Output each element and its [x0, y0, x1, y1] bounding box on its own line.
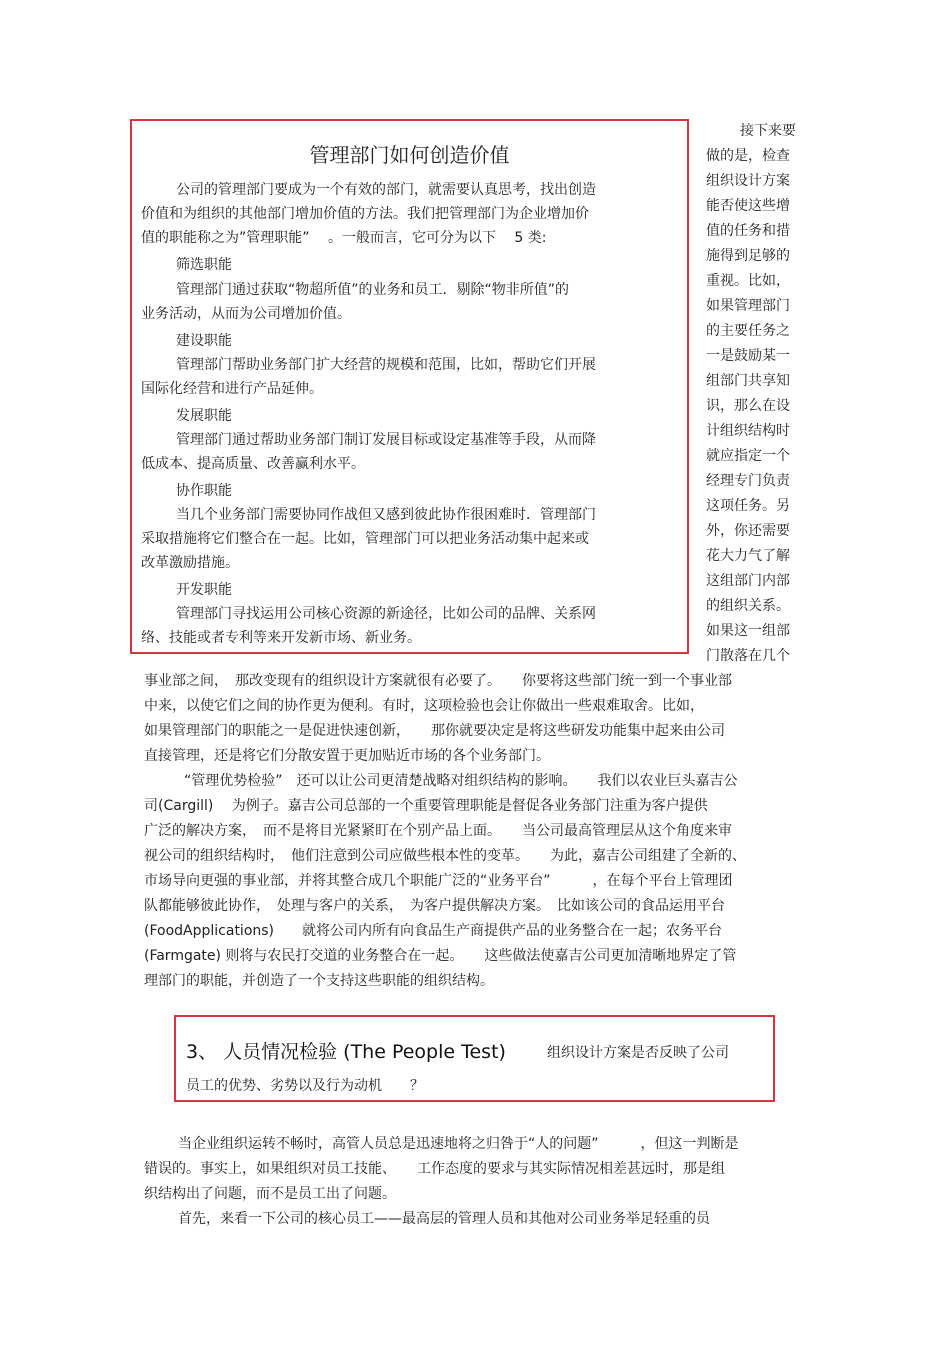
box-text-line: 管理部门帮助业务部门扩大经营的规模和范围，比如，帮助它们开展 — [176, 357, 596, 373]
body-text-line: 直接管理，还是将它们分散安置于更加贴近市场的各个业务部门。 — [144, 748, 550, 764]
side-text-line: 的主要任务之 — [706, 323, 790, 339]
side-text-line: 组部门共享知 — [706, 373, 790, 389]
box-text-line: 当几个业务部门需要协同作战但又感到彼此协作很困难时．管理部门 — [176, 507, 596, 523]
box-text-line: 公司的管理部门要成为一个有效的部门，就需要认真思考，找出创造 — [176, 182, 596, 198]
side-text-line: 计组织结构时 — [706, 423, 790, 439]
section-title: 3、 人员情况检验 (The People Test) — [186, 1041, 506, 1063]
side-text-line: 做的是，检查 — [706, 148, 790, 164]
side-text-line: 的组织关系。 — [706, 598, 790, 614]
section-question-cont: 员工的优势、劣势以及行为动机 ？ — [186, 1078, 424, 1094]
body-text-line: 事业部之间， 那改变现有的组织设计方案就很有必要了。 你要将这些部门统一到一个事业部 — [144, 673, 732, 689]
body-text-line: 理部门的职能，并创造了一个支持这些职能的组织结构。 — [144, 973, 494, 989]
body-text-line: 司(Cargill) 为例子。嘉吉公司总部的一个重要管理职能是督促各业务部门注重为客户提供 — [144, 798, 708, 814]
side-text-line: 经理专门负责 — [706, 473, 790, 489]
side-text-line: 如果管理部门 — [706, 298, 790, 314]
box-text-line: 值的职能称之为”管理职能” 。一般而言，它可分为以下 5 类: — [141, 230, 547, 246]
section-heading: 筛选职能 — [176, 257, 232, 273]
side-text-line: 这组部门内部 — [706, 573, 790, 589]
body-text-line: 织结构出了问题，而不是员工出了问题。 — [144, 1186, 396, 1202]
box-title: 管理部门如何创造价值 — [309, 143, 510, 167]
body-text-line: 市场导向更强的事业部，并将其整合成几个职能广泛的“业务平台” ，在每个平台上管理团 — [144, 873, 733, 889]
side-text-line: 一是鼓励某一 — [706, 348, 790, 364]
people-test-box — [174, 1015, 775, 1102]
side-text-line: 外，你还需要 — [706, 523, 790, 539]
section-question: 组织设计方案是否反映了公司 — [547, 1045, 729, 1061]
section-heading: 协作职能 — [176, 483, 232, 499]
body-text-line: 中来，以使它们之间的协作更为便利。有时，这项检验也会让你做出一些艰难取舍。比如， — [144, 698, 704, 714]
box-text-line: 改革激励措施。 — [141, 555, 239, 571]
side-text-line: 能否使这些增 — [706, 198, 790, 214]
box-text-line: 采取措施将它们整合在一起。比如，管理部门可以把业务活动集中起来或 — [141, 531, 589, 547]
side-text-line: 花大力气了解 — [706, 548, 790, 564]
side-text-line: 接下来要 — [740, 123, 796, 139]
box-text-line: 业务活动，从而为公司增加价值。 — [141, 306, 351, 322]
box-text-line: 管理部门通过获取“物超所值”的业务和员工．剔除“物非所值”的 — [176, 282, 570, 298]
box-text-line: 低成本、提高质量、改善赢利水平。 — [141, 456, 365, 472]
body-text-line: 如果管理部门的职能之一是促进快速创新， 那你就要决定是将这些研发功能集中起来由公司 — [144, 723, 725, 739]
body-text-line: “管理优势检验” 还可以让公司更清楚战略对组织结构的影响。 我们以农业巨头嘉吉公 — [184, 773, 738, 789]
value-creation-box — [130, 119, 689, 654]
box-text-line: 价值和为组织的其他部门增加价值的方法。我们把管理部门为企业增加价 — [141, 206, 589, 222]
body-text-line: 错误的。事实上，如果组织对员工技能、 工作态度的要求与其实际情况相差甚远时，那是组 — [144, 1161, 725, 1177]
body-text-line: (Farmgate) 则将与农民打交道的业务整合在一起。 这些做法使嘉吉公司更加清晰地界定了管 — [144, 948, 737, 964]
side-text-line: 就应指定一个 — [706, 448, 790, 464]
section-heading: 开发职能 — [176, 582, 232, 598]
body-text-line: (FoodApplications) 就将公司内所有向食品生产商提供产品的业务整合在一起；农务平台 — [144, 923, 723, 939]
body-text-line: 队都能够彼此协作， 处理与客户的关系， 为客户提供解决方案。 比如该公司的食品运用平台 — [144, 898, 725, 914]
section-heading: 发展职能 — [176, 408, 232, 424]
box-text-line: 络、技能或者专利等来开发新市场、新业务。 — [141, 630, 421, 646]
box-text-line: 管理部门通过帮助业务部门制订发展目标或设定基准等手段，从而降 — [176, 432, 596, 448]
side-text-line: 重视。比如， — [706, 273, 790, 289]
box-text-line: 管理部门寻找运用公司核心资源的新途径，比如公司的品牌、关系网 — [176, 606, 596, 622]
side-text-line: 值的任务和措 — [706, 223, 790, 239]
body-text-line: 当企业组织运转不畅时，高管人员总是迅速地将之归咎于“人的问题” ，但这一判断是 — [178, 1136, 739, 1152]
body-text-line: 广泛的解决方案， 而不是将目光紧紧盯在个别产品上面。 当公司最高管理层从这个角度来审 — [144, 823, 732, 839]
side-text-line: 如果这一组部 — [706, 623, 790, 639]
side-text-line: 组织设计方案 — [706, 173, 790, 189]
side-text-line: 施得到足够的 — [706, 248, 790, 264]
side-text-line: 识，那么在设 — [706, 398, 790, 414]
body-text-line: 首先，来看一下公司的核心员工——最高层的管理人员和其他对公司业务举足轻重的员 — [178, 1211, 710, 1227]
body-text-line: 视公司的组织结构时， 他们注意到公司应做些根本性的变革。 为此，嘉吉公司组建了全新的、 — [144, 848, 746, 864]
side-text-line: 门散落在几个 — [706, 648, 790, 664]
section-heading: 建设职能 — [176, 333, 232, 349]
side-text-line: 这项任务。另 — [706, 498, 790, 514]
box-text-line: 国际化经营和进行产品延伸。 — [141, 381, 323, 397]
